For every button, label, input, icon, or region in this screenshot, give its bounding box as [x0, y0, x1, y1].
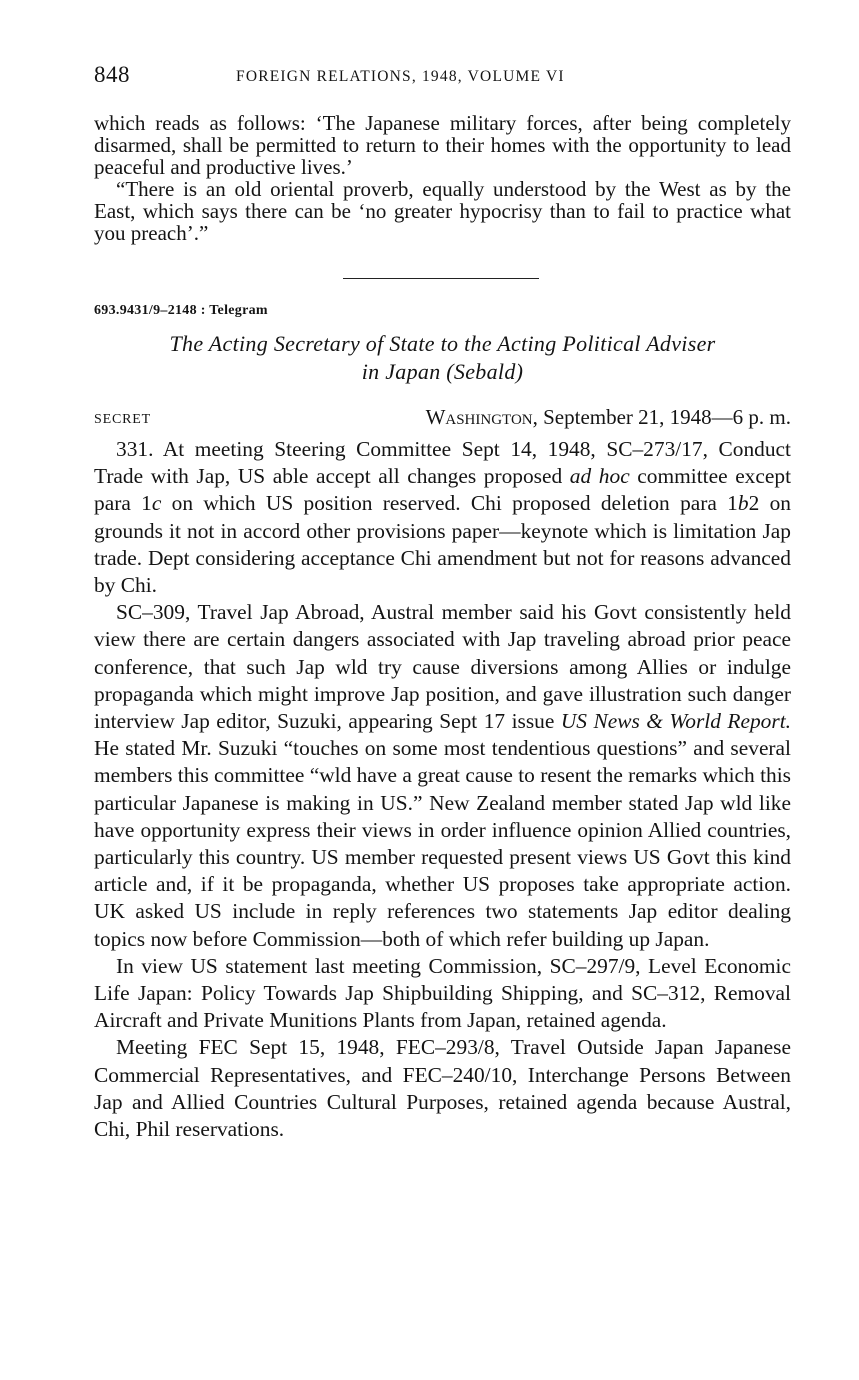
text-run: SC–309, Travel Jap Abroad, Austral member said his Govt consistently held view there are certain dangers associated with Jap traveling abroad prior peace conference, that such Jap wld try cause diversions among Allies or indulge propaganda which might improve Jap position, and gave illustration such danger interview Jap editor, Suzuki, appearing Sept 17 issue: [94, 600, 791, 734]
dateline-place: Washington: [425, 405, 533, 429]
text-run: committee except para 1: [94, 464, 792, 516]
italic-letter: b: [737, 491, 749, 516]
text-run: 2 on grounds it not in accord other provisions paper—keynote which is limitation Jap trade. Dept considering acceptance Chi amendment but not for reasons advanced by Chi.: [94, 491, 791, 598]
body-paragraph-4: Meeting FEC Sept 15, 1948, FEC–293/8, Travel Outside Japan Japanese Commercial Representatives, and FEC–240/10, Interchange Persons Between Jap and Allied Countries Cultural Purposes, retained agenda because Austral, Chi, Phil reservations.: [94, 1035, 791, 1142]
dateline: [426, 405, 791, 430]
document-title-line-1: The Acting Secretary of State to the Acting Political Adviser: [169, 331, 716, 356]
dateline-date: , September 21, 1948—6 p. m.: [532, 405, 791, 429]
section-divider: [343, 278, 539, 279]
previous-document-conclusion: [94, 112, 791, 244]
document-title-line-2: in Japan (Sebald): [361, 359, 524, 384]
body-paragraph-2: [94, 599, 791, 953]
text-run: 331. At meeting Steering Committee Sept 14, 1948, SC–273/17, Conduct Trade with Jap, US able accept all changes proposed: [94, 437, 791, 489]
italic-letter: c: [151, 491, 162, 516]
body-paragraph-1: [94, 436, 791, 599]
proverb-paragraph: “There is an old oriental proverb, equally understood by the West as by the East, which says there can be ‘no greater hypocrisy than to fail to practice what you preach’.”: [94, 177, 791, 245]
classification-label: SECRET: [94, 412, 151, 427]
running-title: FOREIGN RELATIONS, 1948, VOLUME VI: [236, 68, 565, 85]
text-run: He stated Mr. Suzuki “touches on some most tendentious questions” and several members this committee “wld have a great cause to resent the remarks which this particular Japanese is making in US.” New Zealand member stated Jap wld like have opportunity express their views in order influence opinion Allied countries, particularly this country. US member requested present views US Govt this kind article and, if it be propaganda, whether US proposes take appropriate action. UK asked US include in reply references two statements Jap editor dealing topics now before Commission—both of which refer building up Japan.: [94, 736, 791, 951]
italic-term: ad hoc: [569, 464, 630, 489]
file-reference: 693.9431/9–2148 : Telegram: [94, 303, 268, 318]
quote-paragraph: which reads as follows: ‘The Japanese military forces, after being completely disarmed, shall be permitted to return to their homes with the opportunity to lead peaceful and productive lives.’: [94, 111, 791, 179]
text-run: on which US position reserved. Chi proposed deletion para 1: [161, 491, 738, 516]
page-number: 848: [94, 62, 130, 87]
publication-title: US News & World Report.: [560, 709, 791, 734]
document-title: [94, 330, 791, 386]
body-paragraph-3: In view US statement last meeting Commission, SC–297/9, Level Economic Life Japan: Policy Towards Jap Shipbuilding Shipping, and SC–312, Removal Aircraft and Private Munitions Plants from Japan, retained agenda.: [94, 953, 791, 1033]
running-header: [94, 62, 794, 92]
telegram-body: [94, 436, 791, 1143]
